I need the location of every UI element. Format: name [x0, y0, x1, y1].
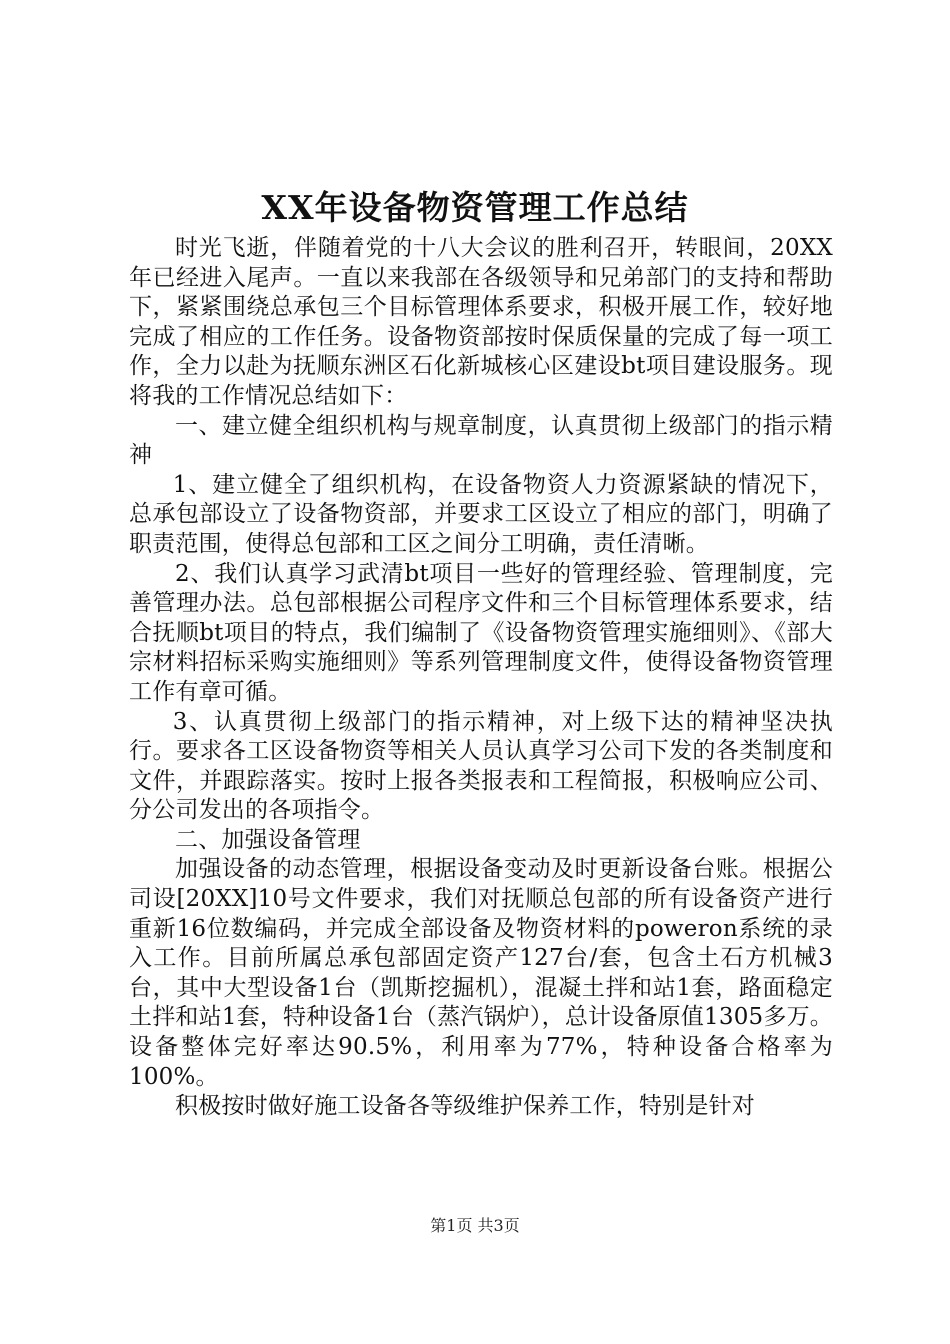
section-heading-1: 一、建立健全组织机构与规章制度，认真贯彻上级部门的指示精神	[129, 412, 833, 469]
equipment-paragraph: 加强设备的动态管理，根据设备变动及时更新设备台账。根据公司设[20XX]10号文件要求，我们对抚顺总包部的所有设备资产进行重新16位数编码，并完成全部设备及物资材料的poweron系统的录入工作。目前所属总承包部固定资产127台/套，包含土石方机械3台，其中大型设备1台（凯斯挖掘机），混凝土拌和站1套，路面稳定土拌和站1套，特种设备1台（蒸汽锅炉），总计设备原值1305多万。设备整体完好率达90.5%，利用率为77%，特种设备合格率为100%。	[129, 856, 833, 1090]
section-heading-2: 二、加强设备管理	[175, 826, 361, 853]
item-paragraph-3: 3、认真贯彻上级部门的指示精神，对上级下达的精神坚决执行。要求各工区设备物资等相关人员认真学习公司下发的各类制度和文件，并跟踪落实。按时上报各类报表和工程简报，积极响应公司、分公司发出的各项指令。	[129, 708, 833, 824]
intro-paragraph: 时光飞逝，伴随着党的十八大会议的胜利召开，转眼间，20XX年已经进入尾声。一直以来我部在各级领导和兄弟部门的支持和帮助下，紧紧围绕总承包三个目标管理体系要求，积极开展工作，较好地完成了相应的工作任务。设备物资部按时保质保量的完成了每一项工作，全力以赴为抚顺东洲区石化新城核心区建设bt项目建设服务。现将我的工作情况总结如下：	[129, 235, 833, 409]
page-number-footer: 第1页 共3页	[430, 1216, 520, 1235]
item-paragraph-2: 2、我们认真学习武清bt项目一些好的管理经验、管理制度，完善管理办法。总包部根据公司程序文件和三个目标管理体系要求，结合抚顺bt项目的特点，我们编制了《设备物资管理实施细则》、《部大宗材料招标采购实施细则》等系列管理制度文件，使得设备物资管理工作有章可循。	[129, 560, 833, 705]
document-body	[129, 234, 833, 1122]
document-title: XX年设备物资管理工作总结	[261, 188, 689, 227]
item-paragraph-1: 1、建立健全了组织机构，在设备物资人力资源紧缺的情况下，总承包部设立了设备物资部，并要求工区设立了相应的部门，明确了职责范围，使得总包部和工区之间分工明确，责任清晰。	[129, 471, 833, 557]
maintenance-paragraph: 积极按时做好施工设备各等级维护保养工作，特别是针对	[175, 1093, 755, 1120]
